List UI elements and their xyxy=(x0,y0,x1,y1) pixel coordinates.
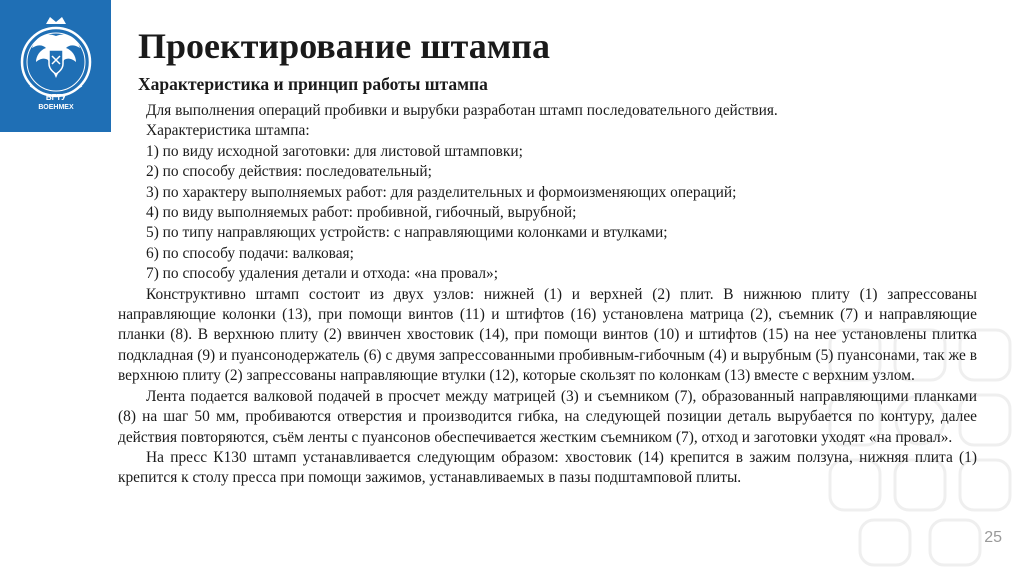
university-emblem-icon xyxy=(16,14,96,119)
logo-panel xyxy=(0,0,111,132)
slide-subtitle: Характеристика и принцип работы штампа xyxy=(138,74,488,94)
logo-text-line2: ВОЕНМЕХ xyxy=(38,104,74,111)
list-item: 2) по способу действия: последовательный; xyxy=(146,163,432,181)
list-item: 7) по способу удаления детали и отхода: «на провал»; xyxy=(146,265,499,283)
intro-paragraph: Для выполнения операций пробивки и вырубки разработан штамп последовательного действия. xyxy=(146,102,778,119)
page-number: 25 xyxy=(984,529,1002,546)
list-item: 3) по характеру выполняемых работ: для разделительных и формоизменяющих операций; xyxy=(146,183,737,201)
list-item: 5) по типу направляющих устройств: с направляющими колонками и втулками; xyxy=(146,224,668,242)
installation-paragraph: На пресс К130 штамп устанавливается следующим образом: хвостовик (14) крепится в зажим ползуна, нижняя плита (1) крепится к столу пресса при помощи зажимов, устанавливаемых в пазы подштамповой плиты. xyxy=(118,448,977,487)
list-heading: Характеристика штампа: xyxy=(146,122,310,140)
list-item: 1) по виду исходной заготовки: для листовой штамповки; xyxy=(146,142,523,160)
list-item: 4) по виду выполняемых работ: пробивной, гибочный, вырубной; xyxy=(146,204,577,222)
logo-text-line1: БГТУ xyxy=(45,93,67,102)
list-item: 6) по способу подачи: валковая; xyxy=(146,244,354,262)
operation-paragraph: Лента подается валковой подачей в просчет между матрицей (3) и съемником (7), образованный направляющими планками (8) на шаг 50 мм, пробиваются отверстия и производится гибка, на следующей позиции деталь вырубается по контуру, далее действия повторяются, съём ленты с пуансонов обеспечивается жестким съемником (7), отход и заготовки уходят «на провал». xyxy=(118,387,977,446)
slide-title: Проектирование штампа xyxy=(138,26,550,66)
construction-paragraph: Конструктивно штамп состоит из двух узлов: нижней (1) и верхней (2) плит. В нижнюю плиту (1) запрессованы направляющие колонки (13), при помощи винтов (11) и штифтов (16) установлена матрица (2), съемник (7) и направляющие планки (8). В верхнюю плиту (2) ввинчен хвостовик (14), при помощи винтов (10) и штифтов (15) на нее установлены плитка подкладная (9) и пуансонодержатель (6) с двумя запрессованными пробивным-гибочным (4) и вырубным (5) пуансонами, так же в верхнюю плиту (2) запрессованы направляющие втулки (12), которые скользят по колонкам (13) вместе с верхним узлом. xyxy=(118,285,977,385)
